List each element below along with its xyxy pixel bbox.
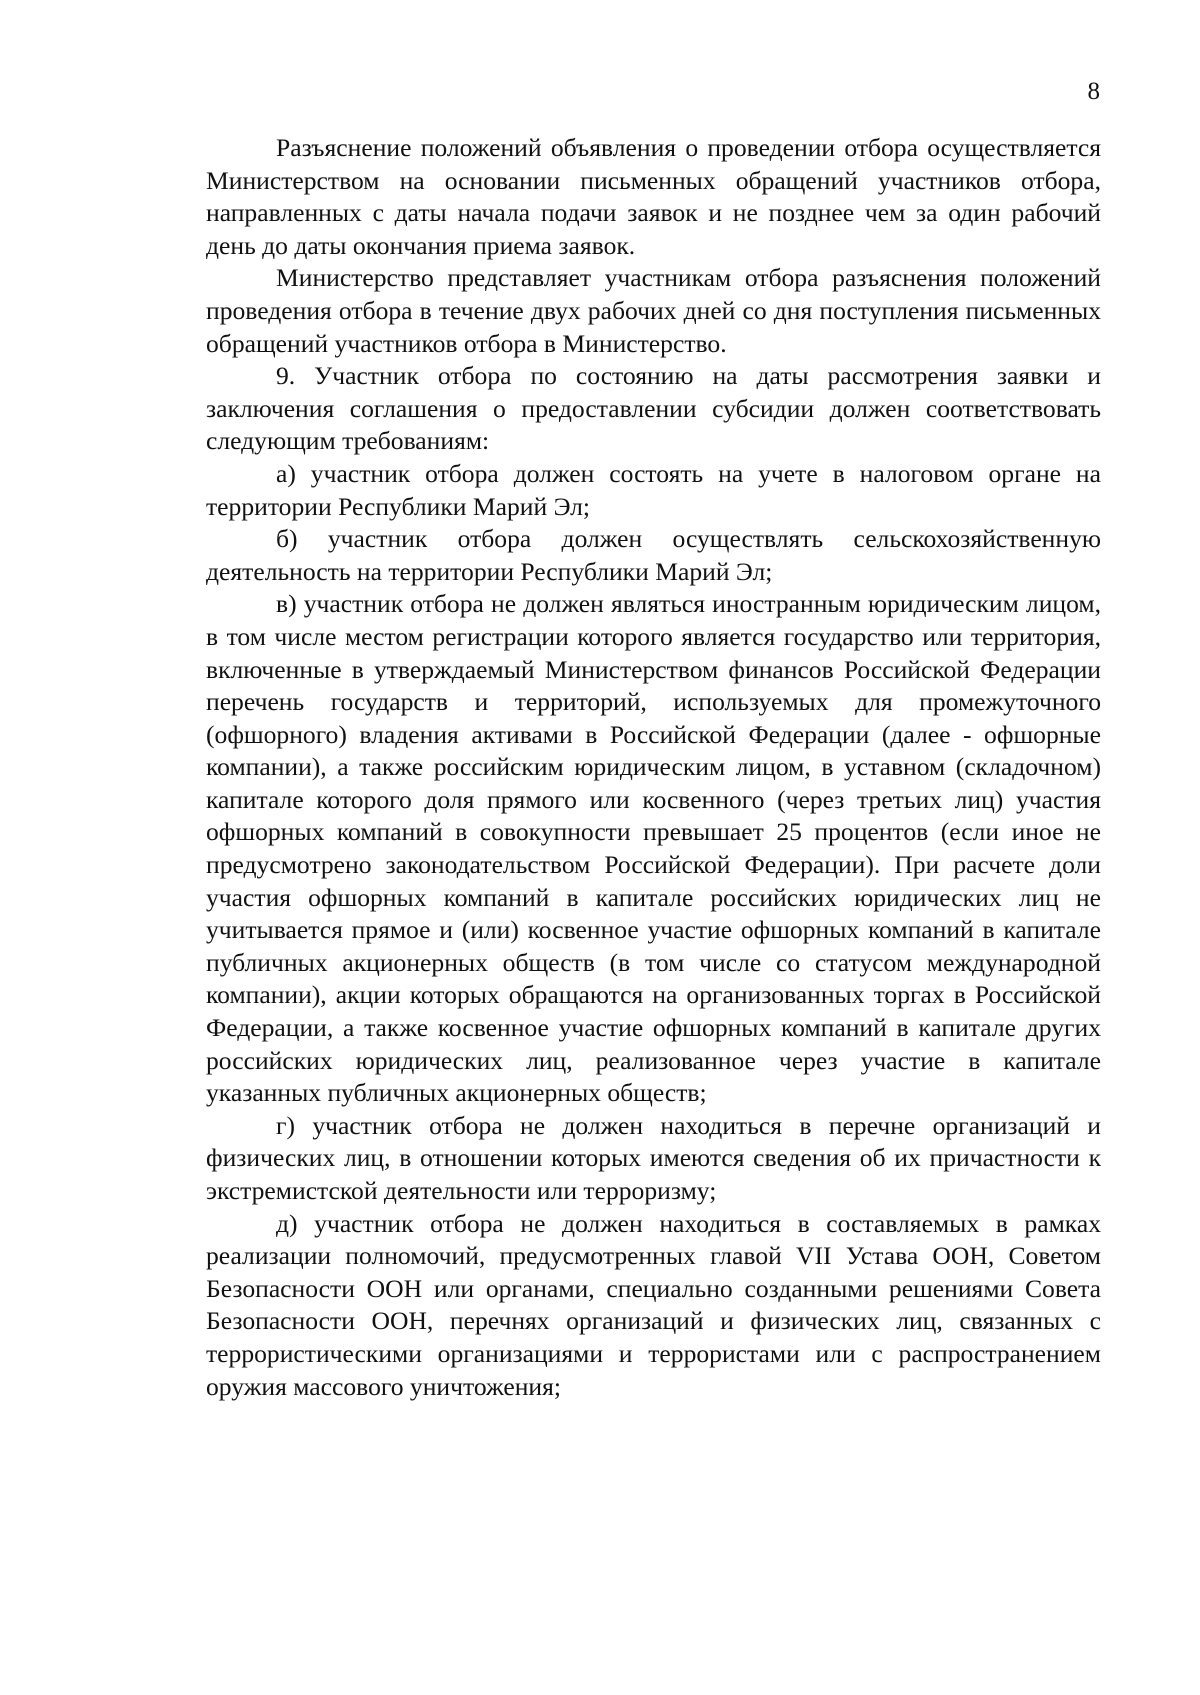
paragraph-item-9d: д) участник отбора не должен находиться в составляемых в рамках реализации полномочий, предусмотренных главой VII Устава ООН, Советом Безопасности ООН или органами, специально созданными решениями Совета Безопасности ООН, перечнях организаций и физических лиц, связанных с террористическими организациями и террористами или с распространением оружия массового уничтожения;	[206, 1208, 1101, 1401]
document-body	[206, 132, 1101, 1403]
paragraph-item-9v: в) участник отбора не должен являться иностранным юридическим лицом, в том числе местом регистрации которого является государство или территория, включенные в утверждаемый Министерством финансов Российской Федерации перечень государств и территорий, используемых для промежуточного (офшорного) владения активами в Российской Федерации (далее - офшорные компании), а также российским юридическим лицом, в уставном (складочном) капитале которого доля прямого или косвенного (через третьих лиц) участия офшорных компаний в совокупности превышает 25 процентов (если иное не предусмотрено законодательством Российской Федерации). При расчете доли участия офшорных компаний в капитале российских юридических лиц не учитывается прямое и (или) косвенное участие офшорных компаний в капитале публичных акционерных обществ (в том числе со статусом международной компании), акции которых обращаются на организованных торгах в Российской Федерации, а также косвенное участие офшорных компаний в капитале других российских юридических лиц, реализованное через участие в капитале указанных публичных акционерных обществ;	[206, 589, 1101, 1108]
paragraph-clarification: Разъяснение положений объявления о проведении отбора осуществляется Министерством на основании письменных обращений участников отбора, направленных с даты начала подачи заявок и не позднее чем за один рабочий день до даты окончания приема заявок.	[206, 133, 1101, 260]
paragraph-ministry-clarifications: Министерство представляет участникам отбора разъяснения положений проведения отбора в течение двух рабочих дней со дня поступления письменных обращений участников отбора в Министерство.	[206, 263, 1101, 358]
paragraph-item-9a: а) участник отбора должен состоять на учете в налоговом органе на территории Республики Марий Эл;	[206, 458, 1101, 521]
paragraph-item-9b: б) участник отбора должен осуществлять сельскохозяйственную деятельность на территории Республики Марий Эл;	[206, 524, 1101, 586]
page-number: 8	[1087, 78, 1100, 105]
paragraph-item-9: 9. Участник отбора по состоянию на даты рассмотрения заявки и заключения соглашения о предоставлении субсидии должен соответствовать следующим требованиям:	[206, 361, 1101, 456]
paragraph-item-9g: г) участник отбора не должен находиться в перечне организаций и физических лиц, в отношении которых имеются сведения об их причастности к экстремистской деятельности или терроризму;	[206, 1110, 1101, 1205]
